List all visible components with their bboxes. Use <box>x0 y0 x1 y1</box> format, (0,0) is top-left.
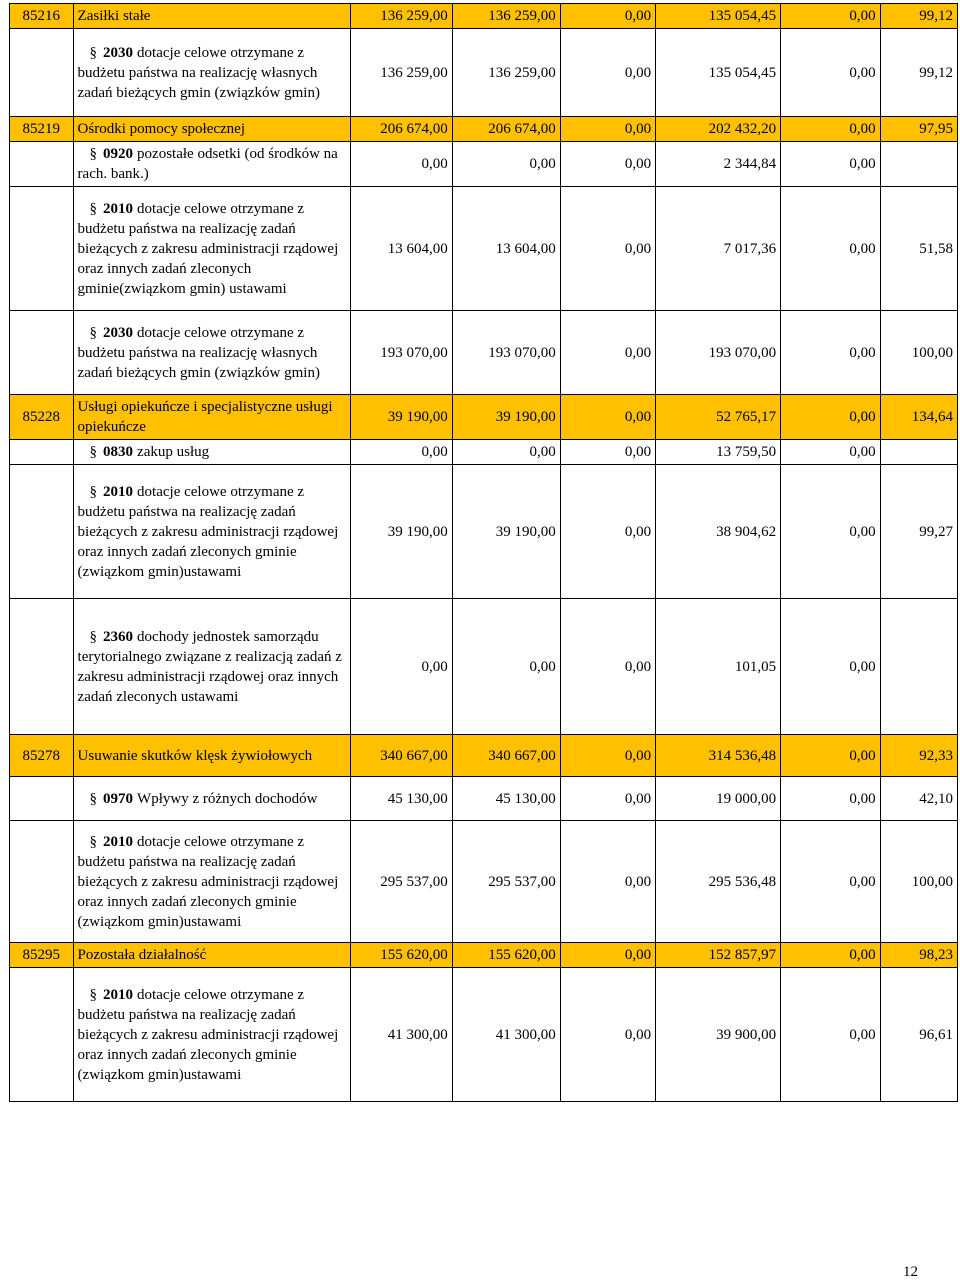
paragraph-name: dotacje celowe otrzymane z budżetu państwa na realizację własnych zadań bieżących gmin (związków gmin) <box>77 324 320 381</box>
paragraph-name-cell <box>73 29 351 117</box>
value-cell: 0,00 <box>560 29 655 117</box>
chapter-row <box>10 735 958 777</box>
chapter-name: Usuwanie skutków klęsk żywiołowych <box>73 735 351 777</box>
paragraph-name-cell <box>73 142 351 187</box>
value-cell: 0,00 <box>781 440 881 465</box>
paragraph-code: 0830 <box>103 444 134 460</box>
chapter-name: Ośrodki pomocy społecznej <box>73 117 351 142</box>
value-cell: 0,00 <box>781 599 881 735</box>
value-cell: 45 130,00 <box>452 777 560 821</box>
value-cell: 193 070,00 <box>452 311 560 395</box>
value-cell: 0,00 <box>560 943 655 968</box>
budget-table <box>9 3 958 1102</box>
value-cell: 193 070,00 <box>656 311 781 395</box>
value-cell: 0,00 <box>781 465 881 599</box>
empty-code-cell <box>10 311 74 395</box>
value-cell: 13 604,00 <box>351 187 453 311</box>
value-cell: 98,23 <box>880 943 957 968</box>
chapter-name: Usługi opiekuńcze i specjalistyczne usługi opiekuńcze <box>73 395 351 440</box>
value-cell: 206 674,00 <box>351 117 453 142</box>
value-cell: 0,00 <box>560 187 655 311</box>
paragraph-code: 2010 <box>103 483 134 500</box>
paragraph-symbol: § <box>89 146 98 162</box>
value-cell: 39 190,00 <box>351 395 453 440</box>
value-cell: 206 674,00 <box>452 117 560 142</box>
paragraph-code: 2010 <box>103 986 134 1003</box>
chapter-row <box>10 395 958 440</box>
value-cell: 0,00 <box>452 599 560 735</box>
value-cell: 99,12 <box>880 29 957 117</box>
value-cell <box>880 599 957 735</box>
value-cell: 97,95 <box>880 117 957 142</box>
paragraph-symbol: § <box>89 200 98 217</box>
paragraph-name: dotacje celowe otrzymane z budżetu państwa na realizację zadań bieżących z zakresu administracji rządowej oraz innych zadań zleconych gminie (związkom gmin)ustawami <box>77 483 339 580</box>
paragraph-name-cell <box>73 968 351 1102</box>
chapter-name: Pozostała działalność <box>73 943 351 968</box>
value-cell: 42,10 <box>880 777 957 821</box>
value-cell: 99,27 <box>880 465 957 599</box>
value-cell: 2 344,84 <box>656 142 781 187</box>
value-cell: 295 537,00 <box>452 821 560 943</box>
chapter-code: 85228 <box>10 395 74 440</box>
value-cell: 100,00 <box>880 311 957 395</box>
empty-code-cell <box>10 187 74 311</box>
value-cell: 0,00 <box>560 821 655 943</box>
paragraph-row <box>10 821 958 943</box>
value-cell: 52 765,17 <box>656 395 781 440</box>
paragraph-name-cell <box>73 599 351 735</box>
value-cell: 96,61 <box>880 968 957 1102</box>
value-cell: 0,00 <box>560 465 655 599</box>
paragraph-name-cell <box>73 465 351 599</box>
value-cell: 0,00 <box>560 395 655 440</box>
paragraph-symbol: § <box>89 833 98 850</box>
paragraph-name: Wpływy z różnych dochodów <box>137 790 318 807</box>
value-cell: 0,00 <box>781 4 881 29</box>
value-cell: 0,00 <box>560 599 655 735</box>
value-cell: 152 857,97 <box>656 943 781 968</box>
value-cell: 92,33 <box>880 735 957 777</box>
value-cell: 39 190,00 <box>351 465 453 599</box>
value-cell: 136 259,00 <box>452 29 560 117</box>
value-cell: 0,00 <box>781 821 881 943</box>
paragraph-code: 2030 <box>103 324 134 341</box>
value-cell: 0,00 <box>351 440 453 465</box>
paragraph-row <box>10 599 958 735</box>
value-cell: 0,00 <box>560 735 655 777</box>
empty-code-cell <box>10 821 74 943</box>
paragraph-name: dotacje celowe otrzymane z budżetu państwa na realizację własnych zadań bieżących gmin (związków gmin) <box>77 44 320 101</box>
value-cell: 51,58 <box>880 187 957 311</box>
paragraph-name-cell <box>73 821 351 943</box>
paragraph-code: 2010 <box>103 833 134 850</box>
value-cell: 101,05 <box>656 599 781 735</box>
value-cell: 314 536,48 <box>656 735 781 777</box>
page-number: 12 <box>903 1264 918 1280</box>
paragraph-code: 2360 <box>103 628 134 645</box>
value-cell: 340 667,00 <box>452 735 560 777</box>
value-cell: 0,00 <box>781 777 881 821</box>
value-cell: 0,00 <box>560 311 655 395</box>
paragraph-symbol: § <box>89 44 98 61</box>
value-cell: 0,00 <box>560 440 655 465</box>
paragraph-row <box>10 777 958 821</box>
value-cell: 0,00 <box>781 117 881 142</box>
value-cell: 19 000,00 <box>656 777 781 821</box>
paragraph-name: dotacje celowe otrzymane z budżetu państwa na realizację zadań bieżących z zakresu administracji rządowej oraz innych zadań zleconych gminie (związkom gmin)ustawami <box>77 833 339 930</box>
paragraph-name: dotacje celowe otrzymane z budżetu państwa na realizację zadań bieżących z zakresu administracji rządowej oraz innych zadań zleconych gminie(związkom gmin) ustawami <box>77 200 339 297</box>
empty-code-cell <box>10 777 74 821</box>
empty-code-cell <box>10 29 74 117</box>
chapter-code: 85278 <box>10 735 74 777</box>
chapter-row <box>10 943 958 968</box>
value-cell: 136 259,00 <box>351 29 453 117</box>
paragraph-row <box>10 187 958 311</box>
value-cell: 41 300,00 <box>452 968 560 1102</box>
value-cell: 39 190,00 <box>452 395 560 440</box>
paragraph-code: 2030 <box>103 44 134 61</box>
value-cell: 0,00 <box>560 4 655 29</box>
value-cell: 135 054,45 <box>656 4 781 29</box>
paragraph-symbol: § <box>89 628 98 645</box>
value-cell: 0,00 <box>351 599 453 735</box>
value-cell: 0,00 <box>781 29 881 117</box>
value-cell: 193 070,00 <box>351 311 453 395</box>
value-cell <box>880 440 957 465</box>
paragraph-symbol: § <box>89 324 98 341</box>
value-cell: 0,00 <box>452 440 560 465</box>
value-cell <box>880 142 957 187</box>
value-cell: 0,00 <box>781 943 881 968</box>
value-cell: 39 190,00 <box>452 465 560 599</box>
value-cell: 99,12 <box>880 4 957 29</box>
paragraph-name: dochody jednostek samorządu terytorialnego związane z realizacją zadań z zakresu administracji rządowej oraz innych zadań zleconych ustawami <box>77 628 342 705</box>
value-cell: 13 604,00 <box>452 187 560 311</box>
value-cell: 0,00 <box>781 968 881 1102</box>
paragraph-row <box>10 440 958 465</box>
paragraph-code: 0970 <box>103 790 134 807</box>
empty-code-cell <box>10 440 74 465</box>
paragraph-name: pozostałe odsetki (od środków na rach. bank.) <box>77 146 338 182</box>
paragraph-name-cell <box>73 777 351 821</box>
value-cell: 340 667,00 <box>351 735 453 777</box>
paragraph-code: 0920 <box>103 146 134 162</box>
value-cell: 0,00 <box>781 735 881 777</box>
value-cell: 295 536,48 <box>656 821 781 943</box>
value-cell: 155 620,00 <box>351 943 453 968</box>
value-cell: 0,00 <box>781 311 881 395</box>
value-cell: 38 904,62 <box>656 465 781 599</box>
value-cell: 134,64 <box>880 395 957 440</box>
paragraph-symbol: § <box>89 444 98 460</box>
paragraph-name-cell <box>73 311 351 395</box>
paragraph-row <box>10 465 958 599</box>
value-cell: 0,00 <box>560 777 655 821</box>
paragraph-symbol: § <box>89 986 98 1003</box>
value-cell: 0,00 <box>452 142 560 187</box>
paragraph-symbol: § <box>89 790 98 807</box>
value-cell: 0,00 <box>781 395 881 440</box>
paragraph-name-cell <box>73 440 351 465</box>
value-cell: 0,00 <box>560 117 655 142</box>
paragraph-symbol: § <box>89 483 98 500</box>
value-cell: 136 259,00 <box>452 4 560 29</box>
value-cell: 100,00 <box>880 821 957 943</box>
value-cell: 0,00 <box>781 187 881 311</box>
value-cell: 41 300,00 <box>351 968 453 1102</box>
chapter-code: 85295 <box>10 943 74 968</box>
chapter-row <box>10 4 958 29</box>
paragraph-name: dotacje celowe otrzymane z budżetu państwa na realizację zadań bieżących z zakresu administracji rządowej oraz innych zadań zleconych gminie (związkom gmin)ustawami <box>77 986 339 1083</box>
value-cell: 0,00 <box>560 142 655 187</box>
empty-code-cell <box>10 599 74 735</box>
paragraph-row <box>10 29 958 117</box>
paragraph-name: zakup usług <box>137 444 210 460</box>
chapter-code: 85219 <box>10 117 74 142</box>
chapter-name: Zasiłki stałe <box>73 4 351 29</box>
chapter-row <box>10 117 958 142</box>
value-cell: 202 432,20 <box>656 117 781 142</box>
empty-code-cell <box>10 968 74 1102</box>
paragraph-row <box>10 311 958 395</box>
value-cell: 45 130,00 <box>351 777 453 821</box>
value-cell: 0,00 <box>351 142 453 187</box>
value-cell: 136 259,00 <box>351 4 453 29</box>
paragraph-code: 2010 <box>103 200 134 217</box>
value-cell: 0,00 <box>781 142 881 187</box>
paragraph-row <box>10 968 958 1102</box>
chapter-code: 85216 <box>10 4 74 29</box>
empty-code-cell <box>10 142 74 187</box>
value-cell: 7 017,36 <box>656 187 781 311</box>
empty-code-cell <box>10 465 74 599</box>
value-cell: 39 900,00 <box>656 968 781 1102</box>
paragraph-row <box>10 142 958 187</box>
value-cell: 135 054,45 <box>656 29 781 117</box>
value-cell: 155 620,00 <box>452 943 560 968</box>
value-cell: 13 759,50 <box>656 440 781 465</box>
value-cell: 0,00 <box>560 968 655 1102</box>
value-cell: 295 537,00 <box>351 821 453 943</box>
paragraph-name-cell <box>73 187 351 311</box>
